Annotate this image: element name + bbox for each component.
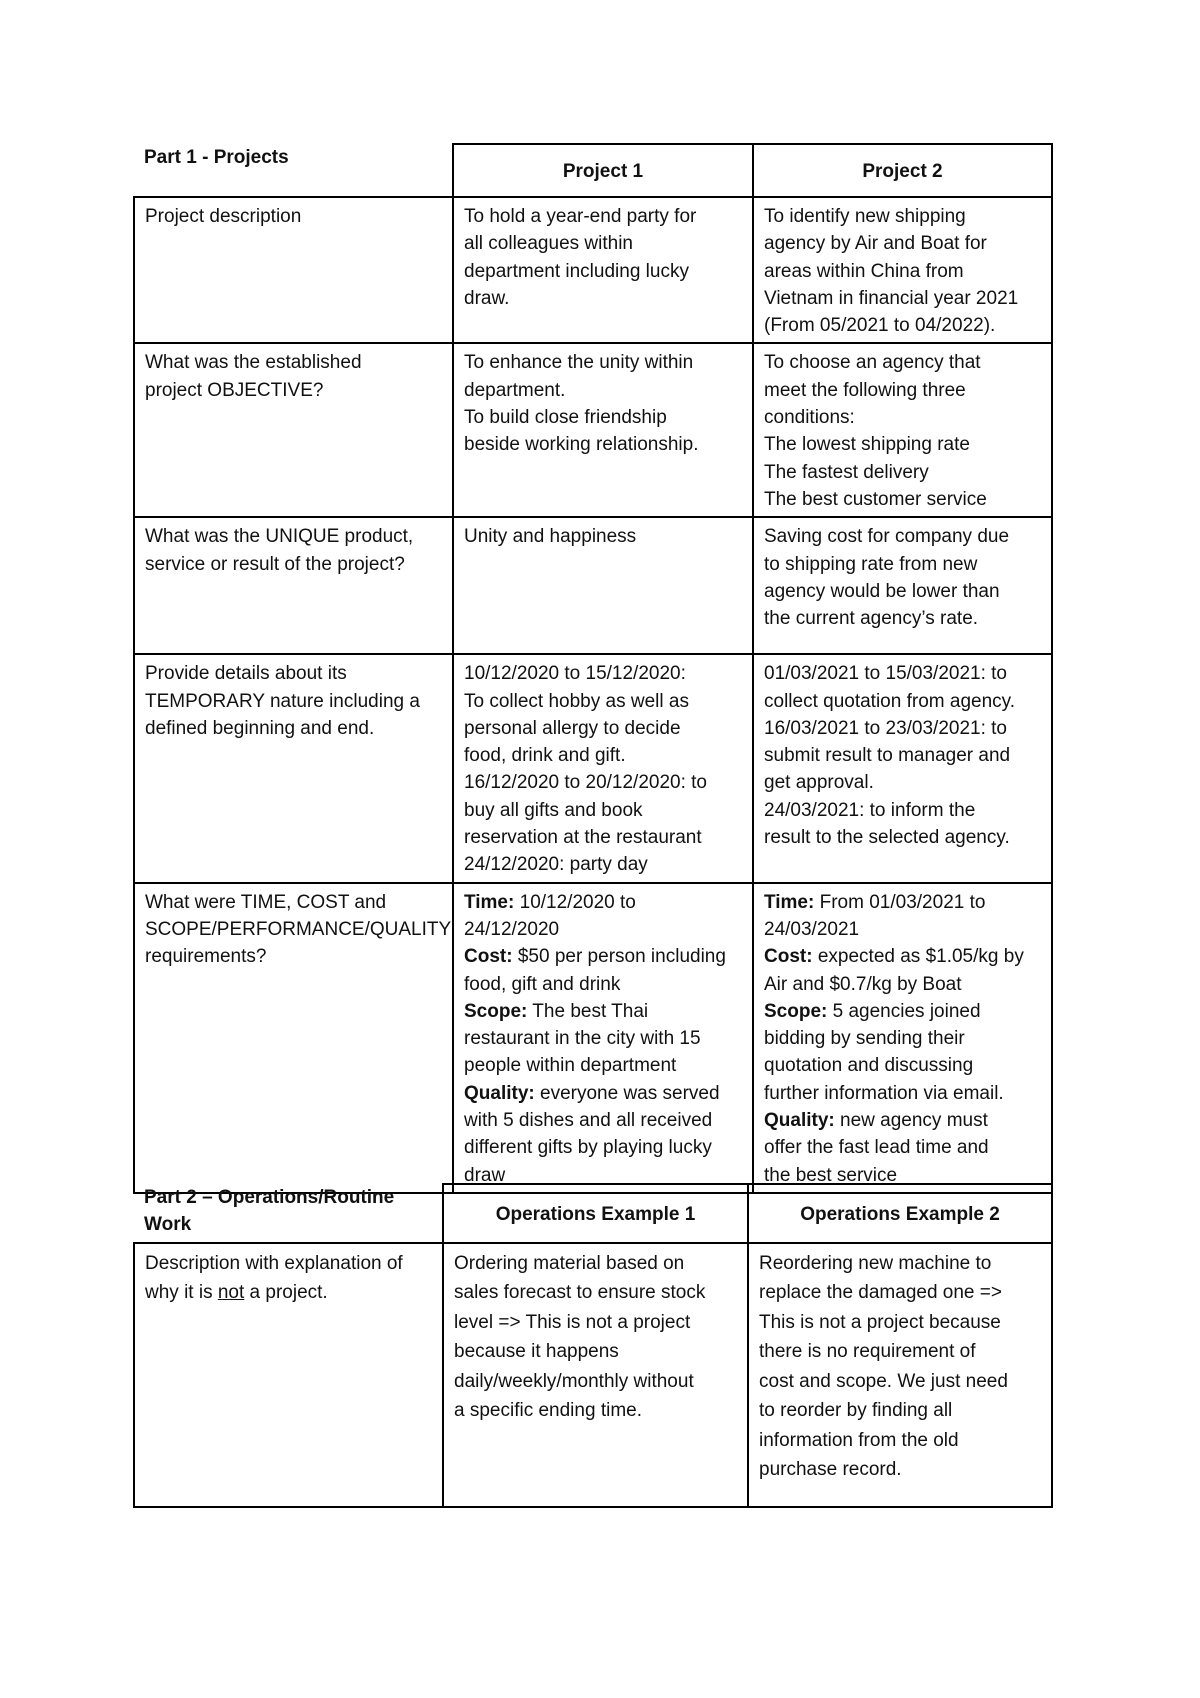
cell-line: To hold a year-end party for: [464, 206, 697, 227]
project-1-cell: [453, 197, 753, 343]
label-line: What was the UNIQUE product,: [145, 526, 414, 548]
cell-line: personal allergy to decide: [464, 717, 681, 739]
cell-line: 24/03/2021: to inform the: [764, 799, 976, 821]
time-text: 10/12/2020 to: [514, 891, 636, 913]
label-line: service or result of the project?: [145, 553, 405, 575]
cost-label: Cost:: [464, 946, 513, 968]
cell-line: department including lucky: [464, 260, 689, 282]
cell-line: Ordering material based on: [454, 1252, 685, 1274]
cell-line: agency by Air and Boat for: [764, 233, 987, 255]
project-2-cell: [753, 343, 1052, 517]
project-2-requirements: [753, 883, 1052, 1193]
cell-line: 16/03/2021 to 23/03/2021: to: [764, 717, 1007, 739]
label-line: Provide details about its: [145, 663, 347, 685]
cell-line: purchase record.: [759, 1459, 902, 1481]
cell-line: The fastest delivery: [764, 461, 929, 483]
cell-line: all colleagues within: [464, 233, 633, 255]
label-line: What was the established: [145, 352, 362, 374]
cell-line: because it happens: [454, 1341, 619, 1363]
scope-text: The best Thai: [527, 1000, 649, 1022]
table-row: [134, 1243, 1052, 1507]
cell-line: to reorder by finding all: [759, 1400, 953, 1422]
cell-line: agency would be lower than: [764, 580, 1000, 602]
scope-text-3: quotation and discussing: [764, 1055, 974, 1077]
label-line: SCOPE/PERFORMANCE/QUALITY: [145, 918, 452, 940]
cell-line: To choose an agency that: [764, 352, 981, 374]
cell-line: To build close friendship: [464, 407, 667, 429]
cell-line: the current agency’s rate.: [764, 608, 979, 630]
row-label: [134, 343, 453, 517]
cell-line: meet the following three: [764, 379, 966, 401]
cell-line: department.: [464, 379, 566, 401]
cell-line: cost and scope. We just need: [759, 1370, 1008, 1392]
project-1-cell: [453, 343, 753, 517]
part2-title-line: Part 2 – Operations/Routine: [144, 1187, 395, 1208]
label-line: Project description: [145, 206, 302, 227]
operations-example-1-header: Operations Example 1: [443, 1184, 748, 1243]
label-line: defined beginning and end.: [145, 717, 375, 739]
operations-example-1-cell: [443, 1243, 748, 1507]
cell-line: daily/weekly/monthly without: [454, 1370, 694, 1392]
table-row: [134, 654, 1052, 882]
requirements-row: [134, 883, 1052, 1193]
label-line: a project.: [244, 1282, 328, 1304]
project-1-requirements: [453, 883, 753, 1193]
project-1-cell: [453, 654, 753, 882]
project-2-cell: [753, 197, 1052, 343]
cell-line: Saving cost for company due: [764, 526, 1010, 548]
cell-line: This is not a project because: [759, 1311, 1001, 1333]
cost-text-2: Air and $0.7/kg by Boat: [764, 973, 962, 995]
quality-text: everyone was served: [534, 1082, 720, 1104]
cell-line: collect quotation from agency.: [764, 690, 1016, 712]
cell-line: a specific ending time.: [454, 1400, 642, 1422]
scope-text: 5 agencies joined: [827, 1000, 981, 1022]
cell-line: 10/12/2020 to 15/12/2020:: [464, 663, 686, 685]
label-line: requirements?: [145, 946, 267, 968]
cell-line: conditions:: [764, 407, 855, 429]
cost-label: Cost:: [764, 946, 813, 968]
row-label: [134, 1243, 443, 1507]
quality-text-4: draw: [464, 1164, 506, 1186]
row-label: [134, 654, 453, 882]
part1-title: Part 1 - Projects: [134, 144, 453, 197]
cell-line: 16/12/2020 to 20/12/2020: to: [464, 772, 707, 794]
project-1-header: Project 1: [453, 144, 753, 197]
operations-example-2-header: Operations Example 2: [748, 1184, 1052, 1243]
time-text-2: 24/12/2020: [464, 918, 560, 940]
cell-line: replace the damaged one =>: [759, 1282, 1002, 1304]
cost-text: $50 per person including: [512, 946, 726, 968]
cell-line: buy all gifts and book: [464, 799, 643, 821]
row-label: [134, 197, 453, 343]
cell-line: food, drink and gift.: [464, 745, 626, 767]
row-label: [134, 883, 453, 1193]
cell-line: 24/12/2020: party day: [464, 854, 648, 876]
cell-line: To identify new shipping: [764, 206, 966, 227]
cell-line: 01/03/2021 to 15/03/2021: to: [764, 663, 1007, 685]
quality-label: Quality:: [464, 1082, 535, 1104]
label-line: Description with explanation of: [145, 1252, 403, 1274]
scope-text-4: further information via email.: [764, 1082, 1004, 1104]
table-row: [134, 517, 1052, 654]
scope-text-3: people within department: [464, 1055, 677, 1077]
time-text: From 01/03/2021 to: [814, 891, 986, 913]
cell-line: beside working relationship.: [464, 434, 699, 456]
cost-text: expected as $1.05/kg by: [812, 946, 1024, 968]
cell-line: (From 05/2021 to 04/2022).: [764, 315, 996, 337]
quality-text-2: with 5 dishes and all received: [464, 1110, 713, 1132]
project-2-cell: [753, 654, 1052, 882]
scope-text-2: bidding by sending their: [764, 1028, 965, 1050]
cell-line: The best customer service: [764, 488, 987, 510]
time-label: Time:: [464, 891, 515, 913]
cell-line: To enhance the unity within: [464, 352, 694, 374]
cell-line: to shipping rate from new: [764, 553, 978, 575]
cell-line: result to the selected agency.: [764, 827, 1010, 849]
label-line: TEMPORARY nature including a: [145, 690, 420, 712]
label-line: What were TIME, COST and: [145, 891, 387, 913]
label-line: why it is: [145, 1282, 218, 1304]
table-row: [134, 197, 1052, 343]
cost-text-2: food, gift and drink: [464, 973, 621, 995]
time-text-2: 24/03/2021: [764, 918, 860, 940]
table-row: [134, 343, 1052, 517]
cell-line: sales forecast to ensure stock: [454, 1282, 706, 1304]
operations-header-row: [134, 1184, 1052, 1243]
cell-line: submit result to manager and: [764, 745, 1011, 767]
project-1-cell: [453, 517, 753, 654]
cell-line: To collect hobby as well as: [464, 690, 689, 712]
quality-text: new agency must: [834, 1110, 988, 1132]
cell-line: draw.: [464, 287, 510, 309]
part2-title: [134, 1184, 443, 1243]
scope-label: Scope:: [464, 1000, 528, 1022]
label-line: project OBJECTIVE?: [145, 379, 324, 401]
cell-line: Reordering new machine to: [759, 1252, 992, 1274]
operations-table: [133, 1183, 1053, 1508]
quality-label: Quality:: [764, 1110, 835, 1132]
project-2-cell: [753, 517, 1052, 654]
time-label: Time:: [764, 891, 815, 913]
cell-line: get approval.: [764, 772, 874, 794]
quality-text-3: the best service: [764, 1164, 898, 1186]
cell-line: Vietnam in financial year 2021: [764, 287, 1019, 309]
project-2-header: Project 2: [753, 144, 1052, 197]
cell-line: reservation at the restaurant: [464, 827, 702, 849]
scope-text-2: restaurant in the city with 15: [464, 1028, 701, 1050]
scope-label: Scope:: [764, 1000, 828, 1022]
cell-line: level => This is not a project: [454, 1311, 691, 1333]
row-label: [134, 517, 453, 654]
cell-line: areas within China from: [764, 260, 964, 282]
cell-line: there is no requirement of: [759, 1341, 976, 1363]
cell-line: The lowest shipping rate: [764, 434, 970, 456]
quality-text-3: different gifts by playing lucky: [464, 1137, 712, 1159]
projects-table: [133, 143, 1053, 1194]
quality-text-2: offer the fast lead time and: [764, 1137, 989, 1159]
part2-title-line: Work: [144, 1214, 192, 1236]
operations-example-2-cell: [748, 1243, 1052, 1507]
cell-line: information from the old: [759, 1429, 959, 1451]
projects-header-row: [134, 144, 1052, 197]
underlined-word: not: [217, 1282, 245, 1304]
cell-line: Unity and happiness: [464, 526, 637, 548]
